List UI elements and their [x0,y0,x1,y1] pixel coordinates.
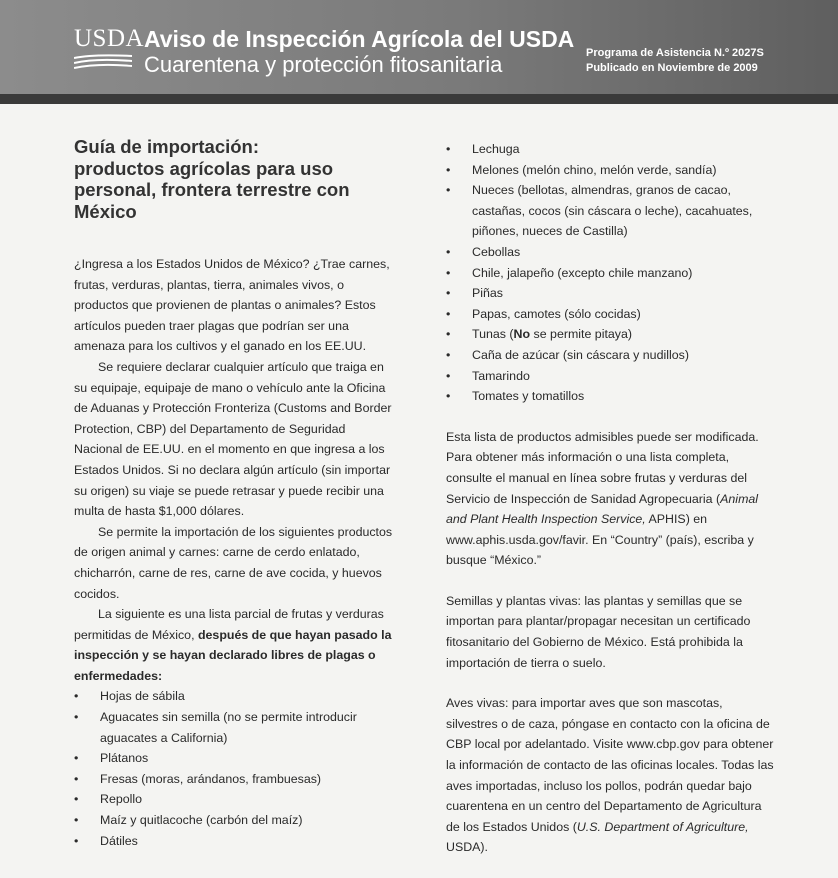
birds-text: Aves vivas: para importar aves que son mascotas, silvestres o de caza, póngase en contacto con la oficina de CBP local por adelantado. Visite www.cbp.gov para obtener la información de contacto de las oficinas locales. Todas las aves importadas, incluso los pollos, podrán quedar bajo cuarentena en un centro del Departamento de Agricultura de los Estados Unidos ( [446,696,774,834]
right-column [446,139,776,878]
list-item-text: Tunas ( [472,327,514,342]
list-item-text: Plátanos [100,751,149,766]
list-item [446,324,776,345]
list-item-text: Fresas (moras, arándanos, frambuesas) [100,771,322,786]
list-item [446,139,776,160]
list-item [446,242,776,263]
list-item [446,386,776,407]
bullet: • [74,751,79,766]
list-item [446,283,776,304]
list-item [74,831,396,852]
bullet: • [74,710,79,725]
list-item-bold: No [513,327,531,342]
list-item-text: Caña de azúcar (sin cáscara y nudillos) [472,347,689,362]
birds-text: USDA). [446,840,488,855]
bullet: • [446,286,451,301]
bullet: • [74,771,79,786]
list-item-text: Repollo [100,792,143,807]
notice-title: Aviso de Inspección Agrícola del USDA [144,26,575,52]
produce-list-left [74,686,396,851]
intro-paragraph: ¿Ingresa a los Estados Unidos de México? ¿Trae carnes, frutas, verduras, plantas, tierra, animales vivos, o productos que provienen de plantas o animales? Estos artículos pueden traer plagas que podrían ser una amenaza para los cultivos y el ganado en los EE.UU. [74,257,390,354]
list-item [74,810,396,831]
notice-subtitle: Cuarentena y protección fitosanitaria [144,52,503,77]
list-item [74,707,396,748]
logo-text: USDA [74,25,145,52]
list-item-text: Cebollas [472,244,521,259]
animal-products-paragraph: Se permite la importación de los siguientes productos de origen animal y carnes: carne de cerdo enlatado, chicharrón, carne de res, carne de ave cocida, y huevos cocidos. [74,524,393,601]
publication-date: Publicado en Noviembre de 2009 [586,62,758,74]
produce-intro-text: La siguiente es una lista parcial de frutas y verduras permitidas de México, [74,607,384,642]
list-item-text: Tamarindo [472,368,530,383]
list-item-text: se permite pitaya) [530,327,632,342]
list-item-text: Melones (melón chino, melón verde, sandía) [472,162,717,177]
list-item-text: Piñas [472,286,503,301]
bullet: • [74,833,79,848]
bullet: • [446,389,451,404]
list-item [446,366,776,387]
list-item [74,686,396,707]
usda-logo [74,25,145,70]
list-item-text: Maíz y quitlacoche (carbón del maíz) [100,813,303,828]
bullet: • [446,265,451,280]
list-item [446,160,776,181]
list-item-text: Hojas de sábila [100,689,185,704]
bullet: • [446,327,451,342]
header-banner [0,0,838,104]
list-item-text: Chile, jalapeño (excepto chile manzano) [472,265,693,280]
list-item [74,748,396,769]
aphis-paragraph [446,427,776,571]
declaration-paragraph: Se requiere declarar cualquier artículo que traiga en su equipaje, equipaje de mano o vehículo ante la Oficina de Aduanas y Protección Fronteriza (Customs and Border Protection, CBP) del Departamento de Seguridad Nacional de EE.UU. en el momento en que ingresa a los Estados Unidos. Si no declara algún artículo (sin importar su origen) su viaje se puede retrasar y puede recibir una multa de hasta $1,000 dólares. [74,359,392,519]
bullet: • [446,162,451,177]
produce-list-right [446,139,776,407]
produce-intro-bold: después de que hayan pasado la inspección y se hayan declarado libres de plagas o enfermedades: [74,627,392,683]
aphis-text: APHIS) en www.aphis.usda.gov/favir. En “Country” (país), escriba y busque “México.” [446,512,754,568]
heading-line: productos agrícolas para uso [74,157,334,179]
list-item-text: Papas, camotes (sólo cocidas) [472,306,641,321]
bullet: • [74,813,79,828]
birds-italic: U.S. Department of Agriculture, [576,819,749,834]
heading-line: Guía de importación: [74,136,260,157]
list-item [446,263,776,284]
aphis-italic: Animal and Plant Health Inspection Service, [446,491,759,527]
bullet: • [446,142,451,156]
bullet: • [446,183,451,198]
bullet: • [446,244,451,259]
program-number: Programa de Asistencia N.º 2027S [586,47,764,59]
list-item-text: Lechuga [472,142,520,156]
list-item [446,180,776,242]
produce-intro-paragraph [74,604,396,686]
list-item [446,345,776,366]
list-item [74,769,396,790]
list-item [446,304,776,325]
page-heading [74,136,396,222]
bullet: • [446,368,451,383]
seeds-paragraph: Semillas y plantas vivas: las plantas y semillas que se importan para plantar/propagar necesitan un certificado fitosanitario del Gobierno de México. Está prohibida la importación de tierra o suelo. [446,593,751,670]
heading-line: México [74,200,137,222]
bullet: • [446,347,451,362]
logo-wave-icon [74,54,132,70]
bullet: • [74,689,79,704]
list-item-text: Dátiles [100,833,138,848]
heading-line: personal, frontera terrestre con [74,179,350,200]
left-column [74,136,396,851]
list-item-text: Nueces (bellotas, almendras, granos de cacao, castañas, cocos (sin cáscara o leche), cacahuates, piñones, nueces de Castilla) [472,183,753,239]
aphis-text: Esta lista de productos admisibles puede ser modificada. Para obtener más información o una lista completa, consulte el manual en línea sobre frutas y verduras del Servicio de Inspección de Sanidad Agropecuaria ( [446,429,759,506]
list-item-text: Aguacates sin semilla (no se permite introducir aguacates a California) [100,710,357,745]
list-item-text: Tomates y tomatillos [472,389,585,404]
header-divider [0,94,838,104]
list-item [74,789,396,810]
bullet: • [446,306,451,321]
birds-paragraph [446,693,776,858]
bullet: • [74,792,79,807]
